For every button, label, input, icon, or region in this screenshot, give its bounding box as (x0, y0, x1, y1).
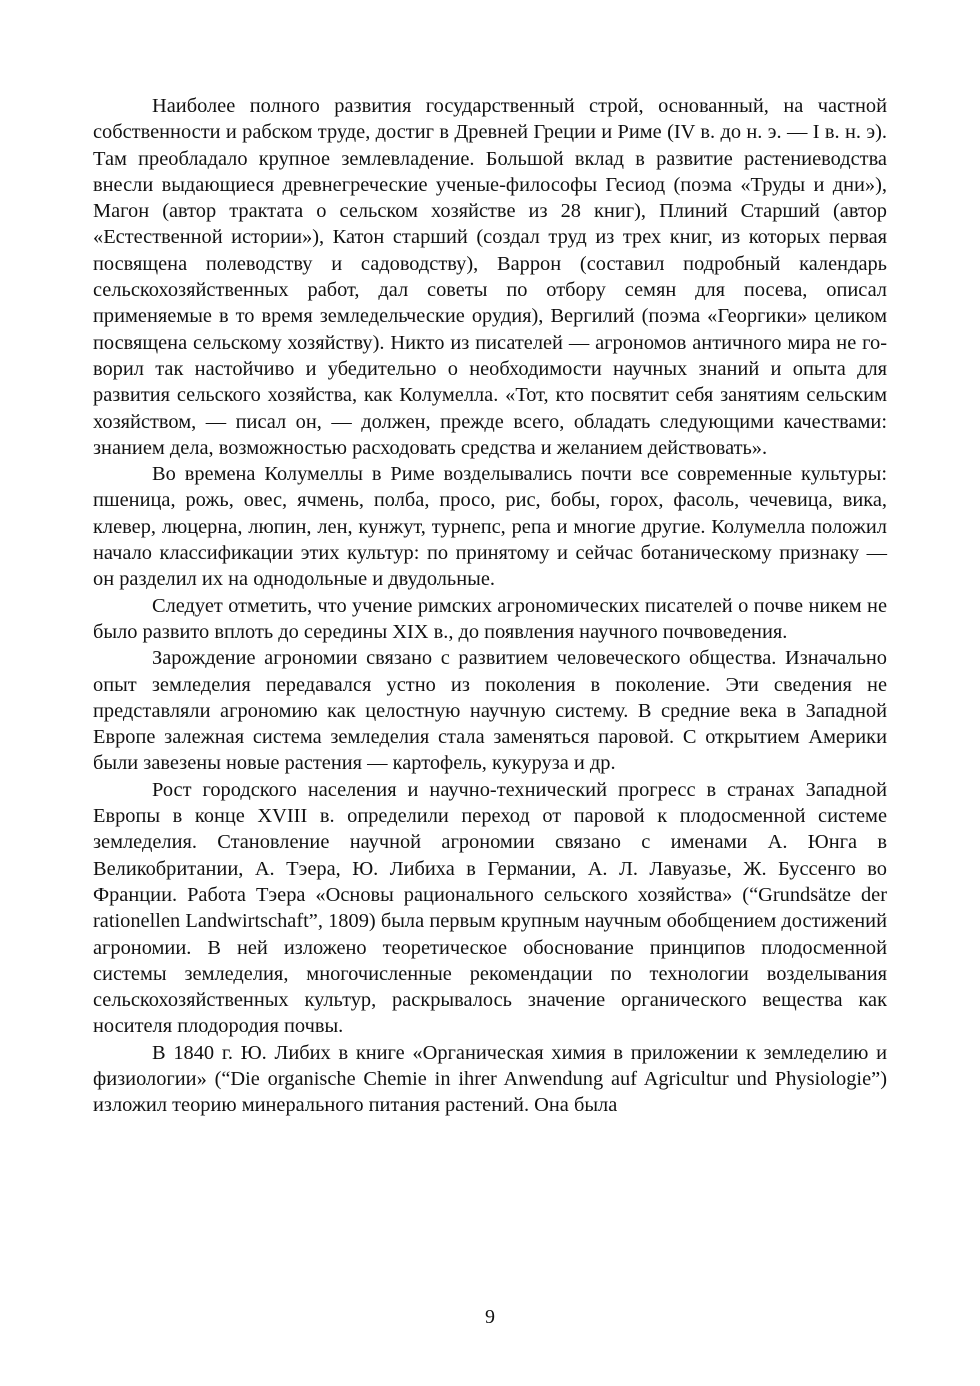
paragraph-ancient-greece-rome: Наиболее полного развития государственный строй, основанный, на частной собственности и рабском труде, достиг в Древней Греции и Риме (IV в. до н. э. — I в. н. э). Там преобладало крупное землевладение. Большой вклад в развитие растениеводства внесли выдающиеся древнегреческие ученые-философы Гесиод (поэма «Труды и дни»), Магон (автор трактата о сельском хозяйстве из 28 книг), Плиний Старший (автор «Естественной истории»), Катон старший (создал труд из трех книг, из которых первая посвящена полеводству и садоводству), Варрон (составил подробный календарь сельскохозяйственных работ, дал советы по отбору семян для посева, описал применяемые в то время земледельческие орудия), Вергилий (поэма «Георгики» целиком посвящена сельскому хозяйству). Никто из писателей — агрономов античного мира не говорил так настойчиво и убедительно о необходимости научных знаний и опыта для развития сельского хозяйства, как Колумелла. «Тот, кто посвятит себя занятиям сельским хозяйством, — писал он, — должен, прежде всего, обладать следующими качествами: знанием дела, возможностью расходовать средства и желанием действовать». (93, 95, 887, 459)
paragraph-liebig-1840: В 1840 г. Ю. Либих в книге «Органическая химия в приложении к земледелию и физиологии» (“Die organische Chemie in ihrer Anwendung auf Agricultur und Physiologie”) изложил теорию минерального питания растений. Она была (93, 1041, 887, 1117)
page-number: 9 (485, 1306, 495, 1328)
paragraph-origin-of-agronomy: Зарождение агрономии связано с развитием человеческого общества. Изначально опыт земледелия передавался устно из поколения в поколение. Эти сведения не представляли агрономию как целостную научную систему. В средние века в Западной Европе залежная система земледелия стала заменяться паровой. С открытием Америки были завезены новые растения — картофель, кукуруза и др. (93, 647, 887, 775)
page-body (93, 93, 887, 1119)
paragraph-scientific-agronomy: Рост городского населения и научно-технический прогресс в странах Западной Европы в конце XVIII в. определили переход от паровой к плодосменной системе земледелия. Становление научной агрономии связано с именами А. Юнга в Великобритании, А. Тэера, Ю. Либиха в Германии, А. Л. Лавуазье, Ж. Буссенго во Франции. Работа Тэера «Основы рационального сельского хозяйства» (“Grundsätze der rationellen Landwirtschaft”, 1809) была первым крупным научным обобщением достижений агрономии. В ней изложено теоретическое обоснование принципов плодосменной системы земледелия, многочисленные рекомендации по технологии возделывания сельскохозяйственных культур, раскрывалось значение органического вещества как носителя плодородия почвы. (93, 778, 887, 1038)
paragraph-soil-teaching: Следует отметить, что учение римских агрономических писателей о почве никем не было развито вплоть до середины XIX в., до появления научного почвоведения. (93, 594, 887, 643)
paragraph-columella-crops: Во времена Колумеллы в Риме возделывались почти все современные культуры: пшеница, рожь, овес, ячмень, полба, просо, рис, бобы, горох, фасоль, чечевица, вика, клевер, люцерна, люпин, лен, кунжут, турнепс, репа и многие другие. Колумелла положил начало классификации этих культур: по принятому и сейчас ботаническому признаку — он разделил их на однодольные и двудольные. (93, 463, 887, 591)
